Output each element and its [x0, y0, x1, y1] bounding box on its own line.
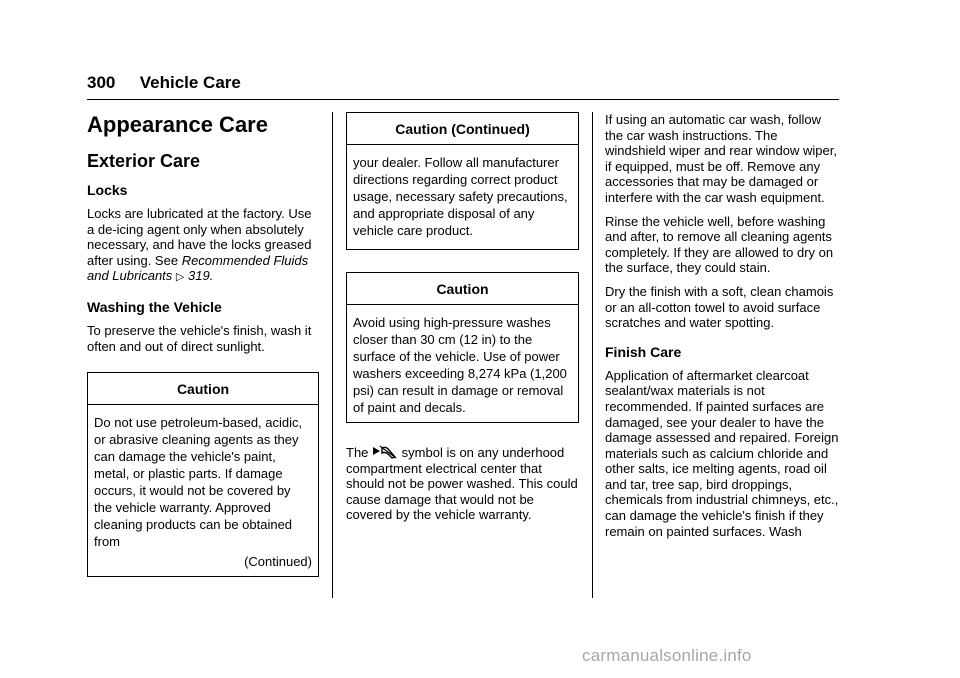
caution-box-3 — [346, 272, 579, 423]
caution-title: Caution — [347, 273, 578, 305]
exterior-care-heading: Exterior Care — [87, 151, 201, 171]
column-3 — [605, 112, 841, 547]
section-title: Vehicle Care — [139, 73, 241, 92]
rinse-paragraph: Rinse the vehicle well, before washing and after, to remove all cleaning agents completely. If they are allowed to dry on the surface, they could stain. — [605, 213, 834, 276]
washing-heading: Washing the Vehicle — [87, 298, 222, 315]
finish-care-heading: Finish Care — [605, 343, 682, 360]
continued-label: (Continued) — [244, 554, 312, 570]
watermark: carmanualsonline.info — [582, 646, 752, 665]
page-title: Appearance Care — [87, 112, 268, 137]
symbol-paragraph: The symbol is on any underhood compartment electrical center that should not be power washed. This could cause damage that would not be covered by the vehicle warranty. — [346, 445, 578, 523]
header-rule — [87, 99, 839, 100]
finish-care-paragraph: Application of aftermarket clearcoat sealant/wax materials is not recommended. If painted surfaces are damaged, see your dealer to have the damage assessed and repaired. Foreign materials such as calcium chloride and other salts, ice melting agents, road oil and tar, tree sap, bird droppings, chemicals from industrial chimneys, etc., can damage the vehicle's finish if they remain on painted surfaces. Wash — [605, 367, 839, 539]
page-header — [87, 73, 241, 93]
column-divider-1 — [332, 112, 333, 598]
column-1 — [87, 112, 319, 595]
caution-title: Caution — [88, 373, 318, 405]
locks-paragraph: Locks are lubricated at the factory. Use a de-icing agent only when absolutely necessary, and have the locks greased after using. See Recommended Fluids and Lubricants ▷ 319. — [87, 206, 312, 284]
dry-paragraph: Dry the finish with a soft, clean chamois or an all-cotton towel to avoid surface scratches and water spotting. — [605, 283, 834, 331]
caution-text: Avoid using high-pressure washes closer than 30 cm (12 in) to the surface of the vehicle. Use of power washers exceeding 8,274 kPa (1,200 psi) can result in damage or removal of paint and decals. — [353, 315, 567, 415]
column-divider-2 — [592, 112, 593, 598]
caution-text: Do not use petroleum-based, acidic, or abrasive cleaning agents as they can damage the vehicle's paint, metal, or plastic parts. If damage occurs, it would not be covered by the vehicle warranty. Approved cleaning products can be obtained from — [94, 415, 303, 550]
caution-title: Caution (Continued) — [347, 113, 578, 145]
page-number: 300 — [87, 73, 116, 92]
column-2 — [346, 112, 579, 531]
locks-reference-page[interactable]: 319 — [188, 268, 210, 284]
caution-box-1 — [87, 372, 319, 577]
locks-reference-link[interactable]: Recommended Fluids and Lubricants — [87, 252, 309, 284]
washing-paragraph: To preserve the vehicle's finish, wash it often and out of direct sunlight. — [87, 322, 312, 354]
car-wash-paragraph: If using an automatic car wash, follow the car wash instructions. The windshield wiper and rear window wiper, if equipped, must be off. Remove any accessories that may be damaged or interfere with the car wash equipment. — [605, 112, 837, 205]
locks-heading: Locks — [87, 182, 128, 198]
caution-text: your dealer. Follow all manufacturer directions regarding correct product usage, necessary safety precautions, and appropriate disposal of any vehicle care product. — [353, 155, 568, 238]
page-ref-arrow-icon: ▷ — [175, 271, 185, 284]
no-pressure-wash-icon — [372, 445, 398, 459]
caution-box-2 — [346, 112, 579, 250]
